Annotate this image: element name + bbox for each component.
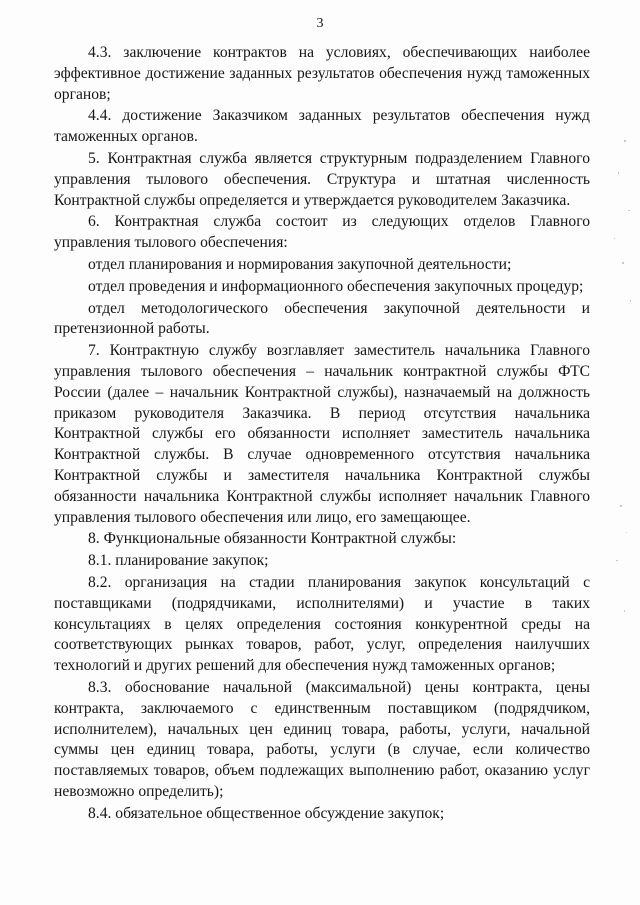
- paragraph-5: 5. Контрактная служба является структурным подразделением Главного управления тылового обеспечения. Структура и штатная численность Контрактной службы определяется и утверждается руководителем Заказчика.: [54, 149, 590, 209]
- document-body: [54, 43, 590, 824]
- paragraph-6: 6. Контрактная служба состоит из следующих отделов Главного управления тылового обеспечения:: [54, 213, 590, 252]
- paragraph-8-3: 8.3. обоснование начальной (максимальной) цены контракта, цены контракта, заключаемого с единственным поставщиком (подрядчиком, исполнителем), начальных цен единиц товара, работы, услуги, начальной суммы цен единиц товара, работы, услуги (в случае, если количество поставляемых товаров, объем подлежащих выполнению работ, оказанию услуг невозможно определить);: [54, 678, 590, 800]
- paragraph-8-2: 8.2. организация на стадии планирования закупок консультаций с поставщиками (подрядчиками, исполнителями) и участие в таких консультациях в целях определения состояния конкурентной среды на соответствующих рынках товаров, работ, услуг, определения наилучших технологий и других решений для обеспечения нужд таможенных органов;: [54, 573, 590, 675]
- page-number: 3: [316, 16, 324, 31]
- paragraph-4-4: 4.4. достижение Заказчиком заданных результатов обеспечения нужд таможенных органов.: [54, 107, 590, 146]
- list-item-department-planning: отдел планирования и нормирования закупочной деятельности;: [88, 255, 512, 273]
- paragraph-7: 7. Контрактную службу возглавляет заместитель начальника Главного управления тылового обеспечения – начальник контрактной службы ФТС России (далее – начальник Контрактной службы), назначаемый на должность приказом руководителя Заказчика. В период отсутствия начальника Контрактной службы его обязанности исполняет заместитель начальника Контрактной службы. В случае одновременного отсутствия начальника Контрактной службы и заместителя начальника Контрактной службы обязанности начальника Контрактной службы исполняет начальник Главного управления тылового обеспечения или лицо, его замещающее.: [54, 342, 590, 526]
- paragraph-8-4: 8.4. обязательное общественное обсуждение закупок;: [88, 804, 445, 822]
- scan-noise: [606, 0, 636, 905]
- paragraph-8: 8. Функциональные обязанности Контрактной службы:: [88, 530, 457, 548]
- paragraph-4-3: 4.3. заключение контрактов на условиях, обеспечивающих наиболее эффективное достижение заданных результатов обеспечения нужд таможенных органов;: [54, 44, 590, 103]
- paragraph-8-1: 8.1. планирование закупок;: [88, 552, 269, 570]
- list-item-department-methodology: отдел методологического обеспечения закупочной деятельности и претензионной работы.: [54, 299, 590, 338]
- list-item-department-procedures: отдел проведения и информационного обеспечения закупочных процедур;: [88, 277, 584, 295]
